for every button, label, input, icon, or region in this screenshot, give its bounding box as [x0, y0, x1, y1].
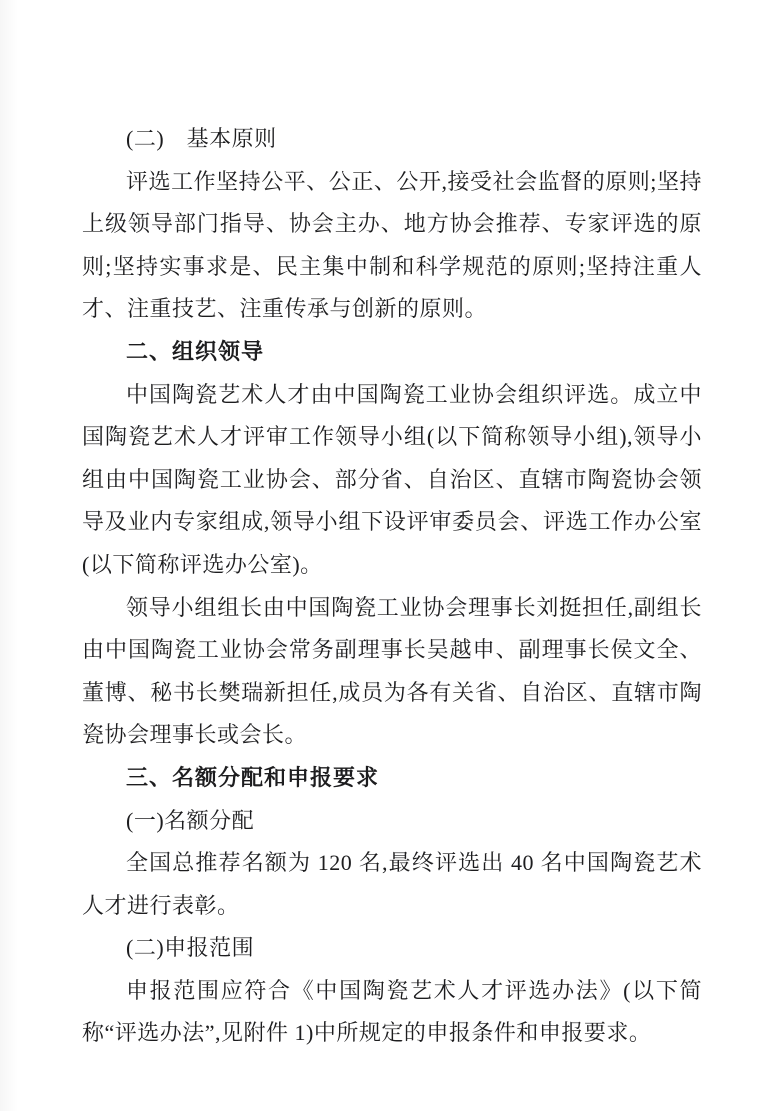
paragraph-application-scope: 申报范围应符合《中国陶瓷艺术人才评选办法》(以下简称“评选办法”,见附件 1)中所规定的申报条件和申报要求。: [82, 977, 702, 1046]
paragraph-leading-group-setup: 中国陶瓷艺术人才由中国陶瓷工业协会组织评选。成立中国陶瓷艺术人才评审工作领导小组(以下简称领导小组),领导小组由中国陶瓷工业协会、部分省、自治区、直辖市陶瓷协会领导及业内专家组成,领导小组下设评审委员会、评选工作办公室(以下简称评选办公室)。: [82, 381, 702, 577]
paragraph-quota-numbers: 全国总推荐名额为 120 名,最终评选出 40 名中国陶瓷艺术人才进行表彰。: [82, 850, 702, 918]
section-subheading-application-scope: (二)申报范围: [126, 935, 255, 961]
section-subheading-basic-principles: (二) 基本原则: [126, 126, 277, 151]
paragraph-principles: 评选工作坚持公平、公正、公开,接受社会监督的原则;坚持上级领导部门指导、协会主办、地方协会推荐、专家评选的原则;坚持实事求是、民主集中制和科学规范的原则;坚持注重人才、注重技艺、注重传承与创新的原则。: [82, 168, 702, 322]
scan-edge-shadow: [0, 0, 18, 1111]
section-heading-quota-and-application: 三、名额分配和申报要求: [126, 764, 380, 790]
paragraph-leading-group-members: 领导小组组长由中国陶瓷工业协会理事长刘挺担任,副组长由中国陶瓷工业协会常务副理事长吴越申、副理事长侯文全、董博、秘书长樊瑞新担任,成员为各有关省、自治区、直辖市陶瓷协会理事长或会长。: [82, 594, 702, 748]
section-heading-organization-leadership: 二、组织领导: [126, 338, 265, 364]
document-body: [82, 118, 702, 1055]
section-subheading-quota-allocation: (一)名额分配: [126, 807, 255, 833]
